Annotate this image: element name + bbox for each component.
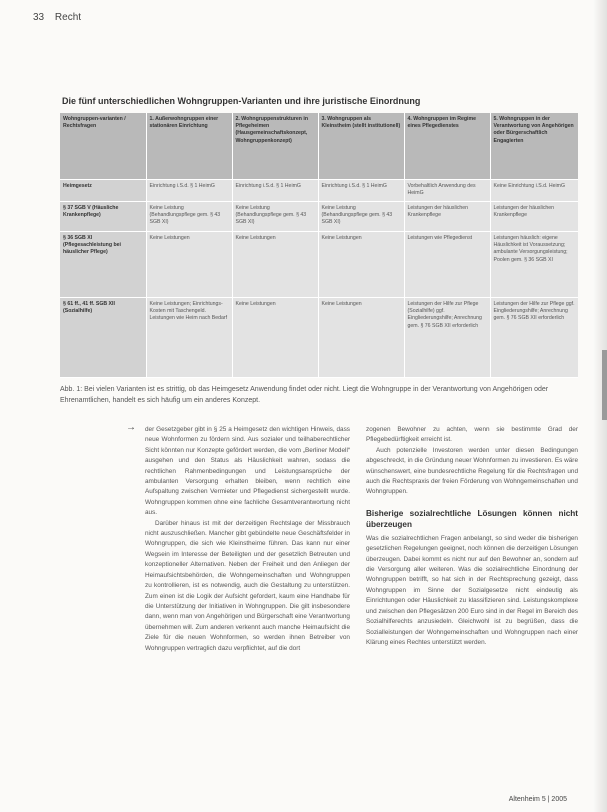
paragraph: Auch potenzielle Investoren werden unter diesen Bedingungen abgeschreckt, in die Gründung neuer Wohnformen zu investieren. Es wäre wünschenswert, eine bundesrechtliche Regelung für die Rechtsfragen und auch die Rechtspraxis der freien Förderung von Wohngemeinschaften und Wohngruppen.: [366, 446, 578, 496]
table-cell: Einrichtung i.S.d. § 1 HeimG: [318, 180, 404, 202]
paragraph: der Gesetzgeber gibt in § 25 a Heimgesetz den wichtigen Hinweis, dass neue Wohnformen zu fördern sind. Aus sozialer und teilhaberechtlicher Sicht könnten nur Konzepte gefördert werden, die vom „Berliner Modell“ ausgehen und den Status als Häuslichkeit wahren, sodass die rechtlichen Rahmenbedingungen und Leistungsansprüche der ambulanten Versorgung erhalten bleiben, wenn rechtlich eine Aufspaltung zwischen Vermieter und Pflegedienst sichergestellt wurde. Wohngruppen kommen ohne eine fachliche Gesamtverantwortung nicht aus.: [145, 426, 350, 517]
table-cell: Vorbehaltlich Anwendung des HeimG: [404, 180, 490, 202]
table-cell: Keine Leistungen: [318, 232, 404, 298]
table-cell: Keine Leistung (Behandlungspflege gem. § 43 SGB XI): [146, 202, 232, 232]
table-cell: Keine Leistungen: [232, 298, 318, 378]
row-heading: Heimgesetz: [60, 180, 146, 202]
figure-title: Die fünf unterschiedlichen Wohngruppen-Varianten und ihre juristische Einordnung: [62, 96, 421, 106]
table-header-cell: 3. Wohngruppen als Kleinstheim (stellt institutionell): [318, 113, 404, 180]
row-heading: § 37 SGB V (Häusliche Krankenpflege): [60, 202, 146, 232]
table-cell: Leistungen der häuslichen Krankenpflege: [404, 202, 490, 232]
figure-caption: Abb. 1: Bei vielen Varianten ist es strittig, ob das Heimgesetz Anwendung findet oder nicht. Liegt die Wohngruppe in der Verantwortung von Angehörigen oder Ehrenamtlichen, handelt es sich häufig um ein anderes Konzept.: [60, 386, 549, 404]
row-heading: § 36 SGB XI (Pflegesachleistung bei häuslicher Pflege): [60, 232, 146, 298]
table-cell: Keine Einrichtung i.S.d. HeimG: [490, 180, 578, 202]
table-cell: Leistungen der häuslichen Krankenpflege: [490, 202, 578, 232]
table-cell: Keine Leistungen: [318, 298, 404, 378]
table-header-cell: 5. Wohngruppen in der Verantwortung von Angehörigen oder Bürgerschaftlich Engagierten: [490, 113, 578, 180]
table-cell: Keine Leistung (Behandlungspflege gem. § 43 SGB XI): [232, 202, 318, 232]
section-title: Recht: [54, 12, 82, 23]
table-cell: Leistungen häuslich: eigene Häuslichkeit ist Voraussetzung; ambulante Versorgungsleistung; Poolen gem. § 36 SGB XI: [490, 232, 578, 298]
table-cell: Leistungen der Hilfe zur Pflege ggf. Eingliederungshilfe; Anrechnung gem. § 76 SGB XII erforderlich: [490, 298, 578, 378]
wohngruppen-table: [60, 113, 578, 378]
table-cell: Einrichtung i.S.d. § 1 HeimG: [232, 180, 318, 202]
page-number: 33: [33, 12, 45, 23]
table-row: [60, 180, 578, 202]
table-cell: Einrichtung i.S.d. § 1 HeimG: [146, 180, 232, 202]
body-column-left: [145, 425, 350, 654]
table-row: [60, 202, 578, 232]
page-header: [33, 12, 89, 23]
table-cell: Keine Leistungen: [146, 232, 232, 298]
paragraph: zogenen Bewohner zu achten, wenn sie bestimmte Grad der Pflegebedürftigkeit erreicht ist.: [366, 426, 578, 444]
table-header-row: [60, 113, 578, 180]
page-thumb-index-mark: [602, 350, 607, 420]
table-header-cell: 4. Wohngruppen im Regime eines Pflegedienstes: [404, 113, 490, 180]
table-cell: Keine Leistungen: [232, 232, 318, 298]
table-header-cell: 1. Außerwohngruppen einer stationären Einrichtung: [146, 113, 232, 180]
paragraph: Was die sozialrechtlichen Fragen anbelangt, so sind weder die bisherigen gesetzlichen Regelungen geeignet, noch können die derzeitigen Lösungen überzeugen. Dabei kommt es nicht nur auf den Bewohner an, sondern auf die Versorgung aller weiteren. Was die sozialrechtliche Einordnung der Wohngruppen betrifft, so hat sich in der Rechtsprechung gezeigt, dass Wohngruppen im Sinne der Sozialgesetze nicht eindeutig als Einrichtungen oder Häuslichkeit zu klassifizieren sind. Leistungskomplexe und zwischen den Pflegesätzen 200 Euro sind in der Regel im Bereich des Sozialhilferechts anzusiedeln. Gleichwohl ist zu begrüßen, dass die Sozialleistungen der Wohngemeinschaften und Wohngruppen nach einer Klärung eines Rechtes unterstützt werden.: [366, 534, 578, 646]
body-column-right: [366, 425, 578, 648]
table-row: [60, 232, 578, 298]
table-header-cell: 2. Wohngruppenstrukturen in Pflegeheimen (Hausgemeinschaftskonzept, Wohngruppenkonzept): [232, 113, 318, 180]
table-cell: Leistungen wie Pflegedienst: [404, 232, 490, 298]
row-heading: § 61 ff., 41 ff. SGB XII (Sozialhilfe): [60, 298, 146, 378]
continuation-arrow-icon: →: [126, 422, 136, 433]
table-cell: Keine Leistung (Behandlungspflege gem. § 43 SGB XI): [318, 202, 404, 232]
table-row: [60, 298, 578, 378]
table-cell: Keine Leistungen; Einrichtungs-Kosten mit Taschengeld. Leistungen wie Heim nach Bedarf: [146, 298, 232, 378]
paragraph: Darüber hinaus ist mit der derzeitigen Rechtslage der Missbrauch nicht auszuschließen. Mancher gibt gebündelte neue Geschäftsfelder in Wohngruppen, die sich wie Kleinstheime führen. Das kann nur einer Wegsein im Interesse der Beteiligten und der gesetzlich Betreuten und konzeptioneller Alternativen. Neben der Freiheit und den Anliegen der Heimaufsichtsbehörden, die Wohngemeinschaften und Wohngruppen zu kontrollieren, ist es notwendig, auch die Gestaltung zu unterstützen. Zum einen ist die Logik der Aufsicht gefordert, kaum eine Handhabe für die Unterstützung der Initiativen in Wohngruppen. Die gilt insbesondere dann, wenn man von Angehörigen und Bürgerschaft eine Verantwortung übernehmen will. Zum anderen verkennt auch manche Heimaufsicht die Ziele für die neuen Wohnformen, so werden ihnen Betreiber von Wohngruppen vertraglich dazu verpflichtet, auf die dort: [145, 519, 350, 652]
table-header-cell: Wohngruppen-varianten / Rechtsfragen: [60, 113, 146, 180]
page-footer: Altenheim 5 | 2005: [508, 796, 567, 803]
table-cell: Leistungen der Hilfe zur Pflege (Sozialhilfe) ggf. Eingliederungshilfe; Anrechnung gem. § 76 SGB XII erforderlich: [404, 298, 490, 378]
subheading: Bisherige sozialrechtliche Lösungen können nicht überzeugen: [366, 508, 578, 529]
